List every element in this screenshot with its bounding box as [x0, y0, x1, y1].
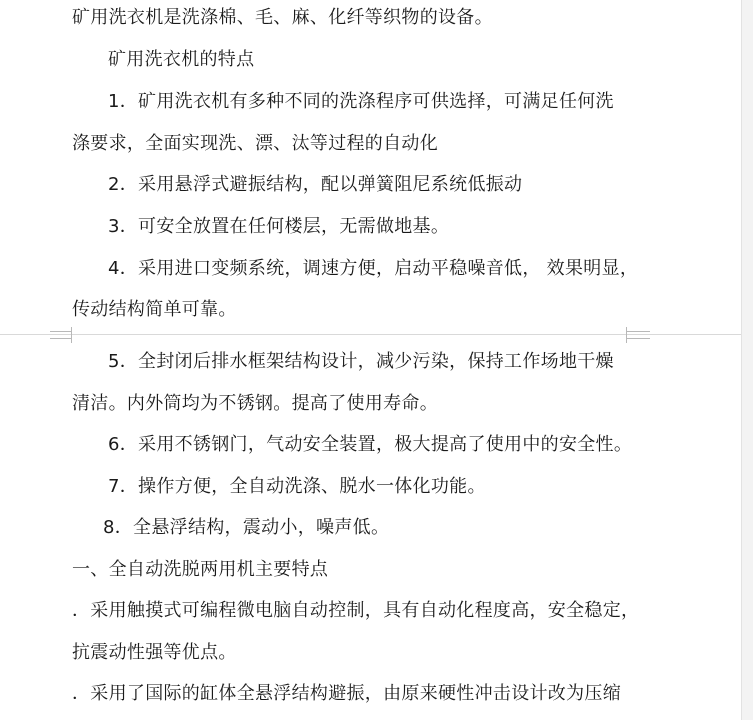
vertical-scrollbar[interactable]	[741, 0, 753, 720]
text-line: 矿用洗衣机是洗涤棉、毛、麻、化纤等织物的设备。	[72, 7, 493, 28]
text-line: 2．采用悬浮式避振结构，配以弹簧阻尼系统低振动	[108, 174, 523, 195]
text-line: 传动结构简单可靠。	[72, 299, 237, 320]
text-line: ．采用了国际的缸体全悬浮结构避振，由原来硬性冲击设计改为压缩	[72, 683, 621, 704]
text-line: ．采用触摸式可编程微电脑自动控制，具有自动化程度高，安全稳定，	[72, 600, 640, 621]
text-line: 5．全封闭后排水框架结构设计，减少污染，保持工作场地干燥	[108, 351, 614, 372]
right-margin-marker	[626, 331, 650, 339]
left-margin-marker	[50, 331, 72, 339]
text-line: 8．全悬浮结构，震动小，噪声低。	[103, 517, 390, 538]
text-line: 7．操作方便，全自动洗涤、脱水一体化功能。	[108, 476, 486, 497]
text-line: 6．采用不锈钢门，气动安全装置，极大提高了使用中的安全性。	[108, 434, 633, 455]
text-line: 4．采用进口变频系统，调速方便，启动平稳噪音低， 效果明显，	[108, 258, 639, 279]
text-line: 涤要求，全面实现洗、漂、汰等过程的自动化	[72, 133, 438, 154]
text-line: 3．可安全放置在任何楼层，无需做地基。	[108, 216, 450, 237]
text-line: 1．矿用洗衣机有多种不同的洗涤程序可供选择，可满足任何洗	[108, 91, 614, 112]
section-heading: 一、全自动洗脱两用机主要特点	[72, 559, 329, 580]
text-line: 清洁。内外筒均为不锈钢。提高了使用寿命。	[72, 393, 438, 414]
text-line: 抗震动性强等优点。	[72, 642, 237, 663]
section-heading: 矿用洗衣机的特点	[108, 49, 255, 70]
